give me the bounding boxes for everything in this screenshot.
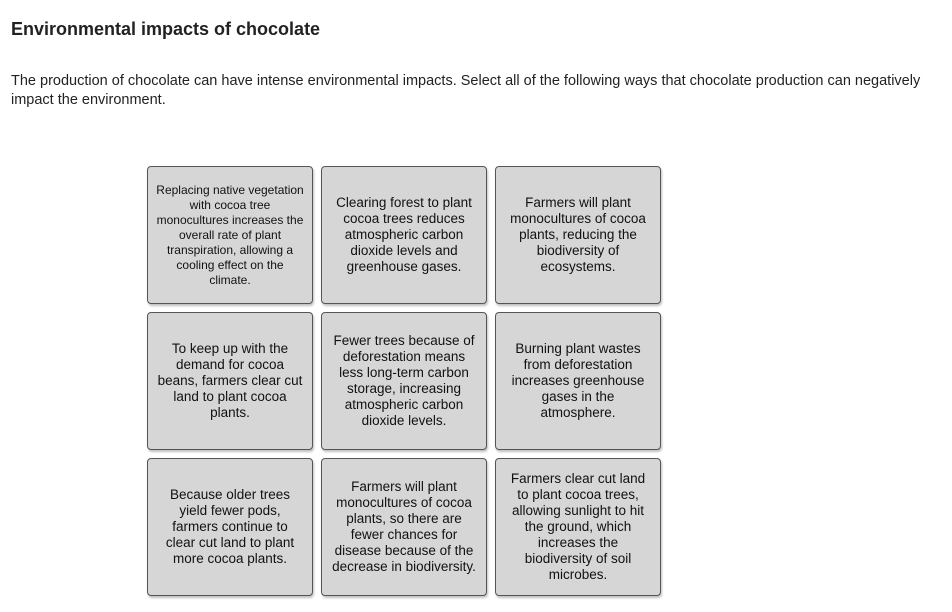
- answer-card-text: Farmers will plant monocultures of cocoa plants, reducing the biodiversity of ecosystems.: [510, 195, 646, 274]
- page-title: Environmental impacts of chocolate: [11, 19, 321, 39]
- answer-card-5[interactable]: [321, 312, 487, 450]
- question-instructions: The production of chocolate can have intense environmental impacts. Select all of the following ways that chocolate production can negatively impact the environment.: [11, 73, 921, 108]
- answer-card-4[interactable]: [147, 312, 313, 450]
- answer-card-text: Burning plant wastes from deforestation increases greenhouse gases in the atmosphere.: [511, 341, 645, 420]
- answer-card-text: Farmers clear cut land to plant cocoa trees, allowing sunlight to hit the ground, which increases the biodiversity of soil microbes.: [510, 471, 646, 582]
- answer-card-6[interactable]: [495, 312, 661, 450]
- answer-card-text: Because older trees yield fewer pods, farmers continue to clear cut land to plant more cocoa plants.: [165, 487, 295, 566]
- answer-card-2[interactable]: [321, 166, 487, 304]
- answer-card-text: Farmers will plant monocultures of cocoa plants, so there are fewer chances for disease because of the decrease in biodiversity.: [332, 479, 476, 574]
- answer-card-grid: [147, 166, 661, 596]
- answer-card-text: Replacing native vegetation with cocoa tree monocultures increases the overall rate of plant transpiration, allowing a cooling effect on the climate.: [156, 182, 304, 287]
- answer-card-8[interactable]: [321, 458, 487, 596]
- answer-card-9[interactable]: [495, 458, 661, 596]
- answer-card-7[interactable]: [147, 458, 313, 596]
- answer-card-1[interactable]: [147, 166, 313, 304]
- answer-card-text: To keep up with the demand for cocoa beans, farmers clear cut land to plant cocoa plants.: [157, 341, 303, 420]
- answer-card-text: Fewer trees because of deforestation means less long-term carbon storage, increasing atmospheric carbon dioxide levels.: [333, 333, 475, 428]
- answer-card-3[interactable]: [495, 166, 661, 304]
- answer-card-text: Clearing forest to plant cocoa trees reduces atmospheric carbon dioxide levels and greenhouse gases.: [336, 195, 472, 274]
